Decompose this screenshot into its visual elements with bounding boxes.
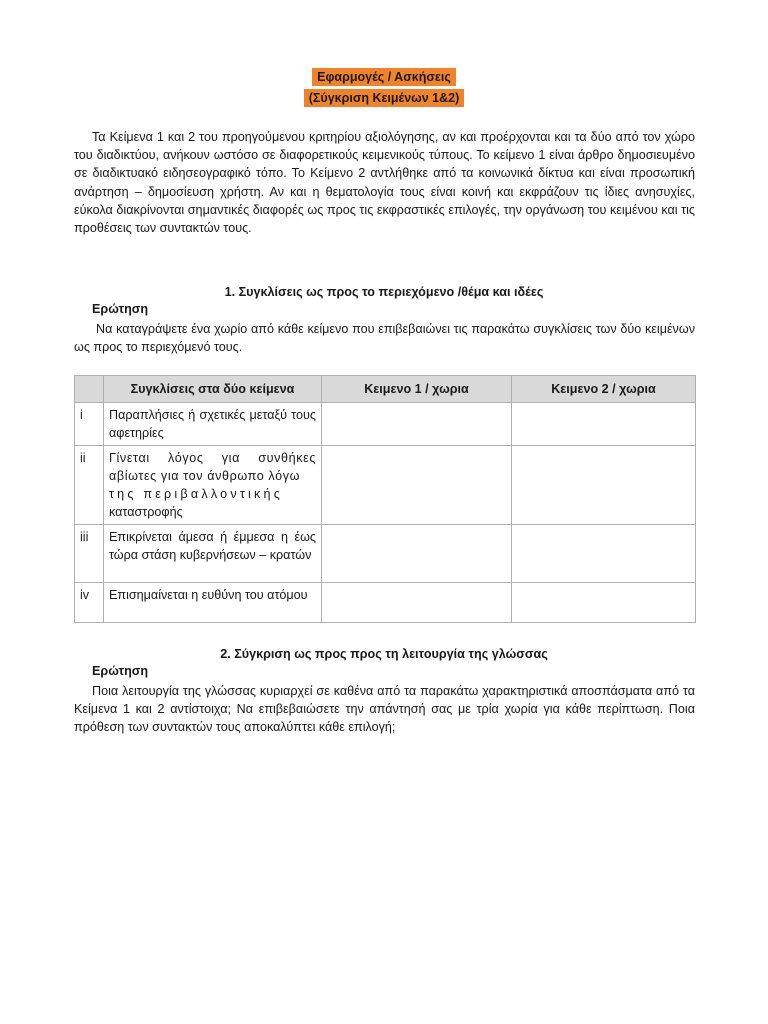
table-row xyxy=(75,403,696,446)
table-row xyxy=(75,446,696,525)
row-convergence-text: Επισημαίνεται η ευθύνη του ατόμου xyxy=(104,583,322,623)
row-text1-cell[interactable] xyxy=(322,446,512,525)
title-line-2: (Σύγκριση Κειμένων 1&2) xyxy=(304,89,464,107)
row-text2-cell[interactable] xyxy=(512,446,696,525)
row-text1-cell[interactable] xyxy=(322,525,512,583)
row-number: iii xyxy=(75,525,104,583)
table-header-row xyxy=(75,376,696,403)
table-header-convergences: Συγκλίσεις στα δύο κείμενα xyxy=(104,376,322,403)
section-2-heading: 2. Σύγκριση ως προς προς τη λειτουργία της γλώσσας xyxy=(220,647,548,661)
row-convergence-text: Επικρίνεται άμεσα ή έμμεσα η έως τώρα στάση κυβερνήσεων – κρατών xyxy=(104,525,322,583)
row-text1-cell[interactable] xyxy=(322,583,512,623)
row-number: i xyxy=(75,403,104,446)
section-2-question-label: Ερώτηση xyxy=(92,664,149,678)
table-header-num xyxy=(75,376,104,403)
row-text2-cell[interactable] xyxy=(512,583,696,623)
row-text-part-c: καταστροφής xyxy=(109,505,183,519)
row-convergence-text xyxy=(104,446,322,525)
row-convergence-text: Παραπλήσιες ή σχετικές μεταξύ τους αφετηρίες xyxy=(104,403,322,446)
row-text2-cell[interactable] xyxy=(512,403,696,446)
section-2-question-text: Ποια λειτουργία της γλώσσας κυριαρχεί σε καθένα από τα παρακάτω χαρακτηριστικά αποσπάσματα από τα Κείμενα 1 και 2 αντίστοιχα; Να επιβεβαιώσετε την απάντησή σας με τρία χωρία για κάθε περίπτωση. Ποια πρόθεση των συντακτών τους αποκαλύπτει κάθε επιλογή; xyxy=(74,684,695,735)
table-row xyxy=(75,525,696,583)
row-text-part-a: Γίνεται λόγος για συνθήκες αβίωτες για τον άνθρωπο λόγω xyxy=(109,451,316,483)
row-number: ii xyxy=(75,446,104,525)
title-line-1: Εφαρμογές / Ασκήσεις xyxy=(312,68,456,86)
document-title xyxy=(0,68,768,107)
row-text2-cell[interactable] xyxy=(512,525,696,583)
row-text-part-b: της περιβαλλοντικής xyxy=(109,487,283,501)
row-text1-cell[interactable] xyxy=(322,403,512,446)
table-header-text2: Κειμενο 2 / χωρια xyxy=(512,376,696,403)
row-number: iv xyxy=(75,583,104,623)
section-1-question-text: Να καταγράψετε ένα χωρίο από κάθε κείμενο που επιβεβαιώνει τις παρακάτω συγκλίσεις των δύο κειμένων ως προς το περιεχόμενό τους. xyxy=(74,322,695,355)
section-1-heading: 1. Συγκλίσεις ως προς το περιεχόμενο /θέμα και ιδέες xyxy=(224,285,544,299)
section-1-question-label: Ερώτηση xyxy=(92,302,149,316)
table-row xyxy=(75,583,696,623)
convergence-table xyxy=(74,375,696,623)
intro-paragraph: Τα Κείμενα 1 και 2 του προηγούμενου κριτηρίου αξιολόγησης, αν και προέρχονται και τα δύο από τον χώρο του διαδικτύου, ανήκουν ωστόσο σε διαφορετικούς κειμενικούς τύπους. Το κείμενο 1 είναι άρθρο δημοσιευμένο σε διαδικτυακό ειδησεογραφικό τόπο. Το Κείμενο 2 αντλήθηκε από τα κοινωνικά δίκτυα και είναι προσωπική ανάρτηση – δημοσίευση χρήστη. Αν και η θεματολογία τους είναι κοινή και εκφράζουν τις ίδιες ανησυχίες, εύκολα διακρίνονται σημαντικές διαφορές ως προς τις εκφραστικές επιλογές, την οργάνωση του κειμένου και τις προθέσεις των συντακτών τους. xyxy=(74,130,695,236)
table-header-text1: Κειμενο 1 / χωρια xyxy=(322,376,512,403)
